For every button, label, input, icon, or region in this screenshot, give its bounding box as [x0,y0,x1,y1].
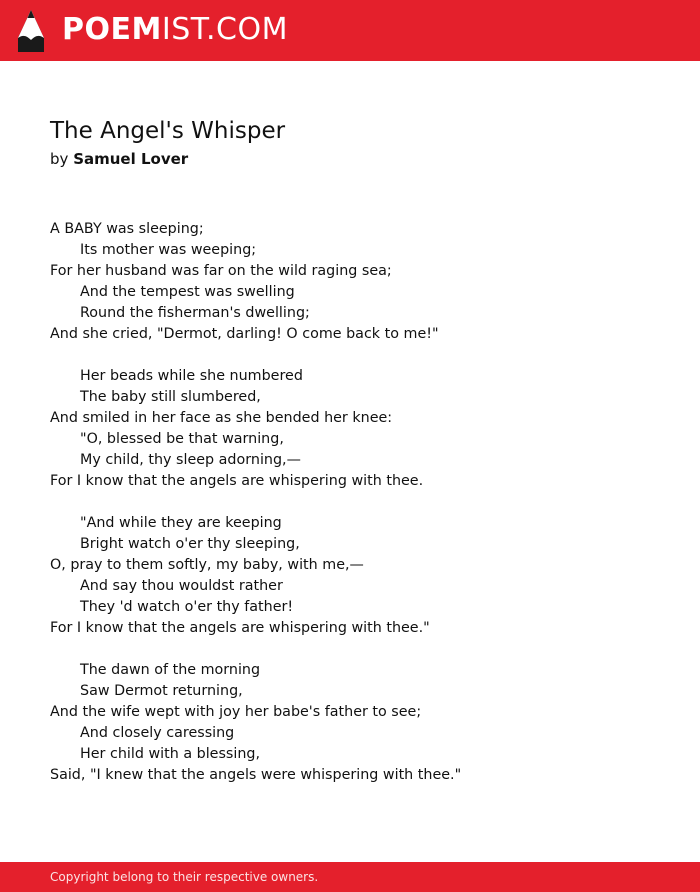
poem-line: The dawn of the morning [80,662,261,678]
poem-line: For I know that the angels are whispering with thee. [50,473,424,489]
poem-line: And say thou wouldst rather [80,578,283,594]
poem-line: They 'd watch o'er thy father! [80,599,294,615]
poem-line: "And while they are keeping [80,515,282,531]
poem-body [50,219,670,786]
poem-line: Bright watch o'er thy sleeping, [80,536,300,552]
copyright-text: Copyright belong to their respective owners. [50,870,319,884]
site-footer [0,862,700,892]
site-logo[interactable] [62,12,288,48]
poem-line: A BABY was sleeping; [50,221,204,237]
poem-line: Her child with a blessing, [80,746,261,762]
poem-line: Round the fisherman's dwelling; [80,305,310,321]
stanza-break [50,639,670,660]
stanza-break [50,492,670,513]
byline [50,148,188,170]
poem-line: Its mother was weeping; [80,242,257,258]
poem-line: And smiled in her face as she bended her knee: [50,410,393,426]
poem-line: Her beads while she numbered [80,368,303,384]
stanza-break [50,345,670,366]
pencil-tip-icon[interactable] [18,10,44,52]
poem-line: My child, thy sleep adorning,— [80,452,301,468]
poem-line: O, pray to them softly, my baby, with me,— [50,557,364,573]
poem-line: For her husband was far on the wild raging sea; [50,263,392,279]
author-name: Samuel Lover [73,150,189,168]
poem-line: The baby still slumbered, [80,389,261,405]
poem-line: Said, "I knew that the angels were whispering with thee." [50,767,462,783]
poem-line: For I know that the angels are whispering with thee." [50,620,430,636]
poem-line: And the tempest was swelling [80,284,295,300]
brand-bold: POEM [62,12,162,47]
brand-light: IST.COM [161,12,288,47]
poem-line: "O, blessed be that warning, [80,431,284,447]
poem-line: And the wife wept with joy her babe's father to see; [50,704,422,720]
poem-title: The Angel's Whisper [50,118,286,144]
poem-line: And closely caressing [80,725,235,741]
by-label: by [50,150,69,168]
poem-line: Saw Dermot returning, [80,683,243,699]
site-header [0,0,700,61]
poem-line: And she cried, "Dermot, darling! O come back to me!" [50,326,439,342]
